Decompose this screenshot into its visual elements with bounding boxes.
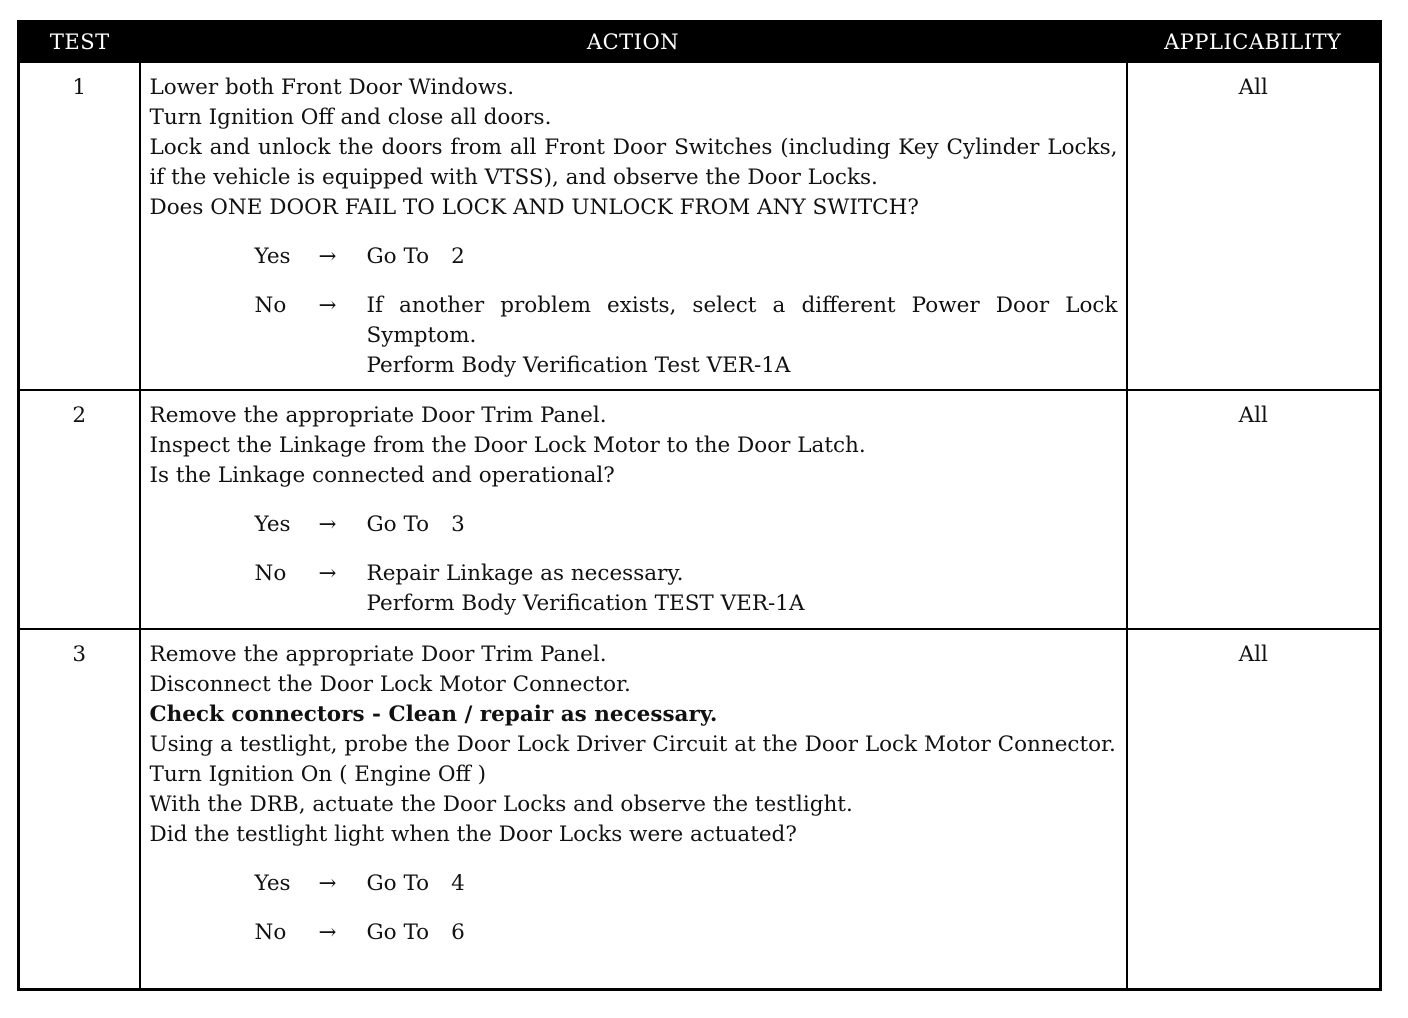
action-question: Does ONE DOOR FAIL TO LOCK AND UNLOCK FROM ANY SWITCH? bbox=[149, 195, 919, 220]
action-step: Lock and unlock the doors from all Front Door Switches (including Key Cylinder Locks, if the vehicle is equipped with VTSS), and observe the Door Locks. bbox=[149, 135, 1118, 190]
goto-target: 2 bbox=[451, 244, 465, 269]
goto-target: 4 bbox=[451, 871, 465, 896]
table-row bbox=[19, 629, 1381, 990]
action-cell bbox=[140, 390, 1127, 629]
no-result-line: Perform Body Verification Test VER-1A bbox=[366, 353, 791, 378]
no-result bbox=[367, 559, 1118, 619]
no-result bbox=[367, 918, 1118, 948]
yes-label: Yes bbox=[254, 512, 291, 537]
applicability-value: All bbox=[1127, 390, 1381, 629]
action-step: Remove the appropriate Door Trim Panel. bbox=[149, 403, 607, 428]
action-step: Using a testlight, probe the Door Lock Driver Circuit at the Door Lock Motor Connector. bbox=[149, 732, 1116, 757]
action-step-bold: Check connectors - Clean / repair as necessary. bbox=[149, 702, 718, 727]
table-header bbox=[19, 22, 1381, 63]
yes-result bbox=[367, 510, 1118, 540]
goto-text: Go To bbox=[366, 871, 430, 896]
action-cell bbox=[140, 62, 1127, 390]
test-number: 1 bbox=[19, 62, 140, 390]
action-question: Did the testlight light when the Door Locks were actuated? bbox=[149, 822, 797, 847]
action-step: Lower both Front Door Windows. bbox=[149, 75, 515, 100]
header-test: TEST bbox=[19, 22, 140, 63]
yes-response bbox=[150, 869, 1118, 899]
table-row bbox=[19, 62, 1381, 390]
action-step: Turn Ignition On ( Engine Off ) bbox=[149, 762, 487, 787]
arrow-icon: → bbox=[318, 512, 337, 537]
no-result-line: If another problem exists, select a different Power Door Lock Symptom. bbox=[366, 293, 1118, 348]
no-label: No bbox=[254, 561, 287, 586]
arrow-icon: → bbox=[318, 561, 337, 586]
test-number: 2 bbox=[19, 390, 140, 629]
action-step: Remove the appropriate Door Trim Panel. bbox=[149, 642, 607, 667]
no-result-line: Perform Body Verification TEST VER-1A bbox=[366, 591, 805, 616]
yes-response bbox=[150, 510, 1118, 540]
no-label: No bbox=[254, 920, 287, 945]
arrow-icon: → bbox=[318, 293, 337, 318]
no-response bbox=[150, 918, 1118, 948]
applicability-value: All bbox=[1127, 629, 1381, 990]
arrow-icon: → bbox=[318, 920, 337, 945]
table-row bbox=[19, 390, 1381, 629]
goto-target: 3 bbox=[451, 512, 465, 537]
action-cell bbox=[140, 629, 1127, 990]
test-number: 3 bbox=[19, 629, 140, 990]
applicability-value: All bbox=[1127, 62, 1381, 390]
yes-label: Yes bbox=[254, 244, 291, 269]
yes-label: Yes bbox=[254, 871, 291, 896]
goto-text: Go To bbox=[366, 244, 430, 269]
arrow-icon: → bbox=[318, 244, 337, 269]
yes-result bbox=[367, 869, 1118, 899]
goto-text: Go To bbox=[366, 920, 430, 945]
goto-text: Go To bbox=[366, 512, 430, 537]
yes-response bbox=[150, 242, 1118, 272]
no-response bbox=[150, 559, 1118, 619]
header-applicability: APPLICABILITY bbox=[1127, 22, 1381, 63]
no-result-line: Repair Linkage as necessary. bbox=[366, 561, 684, 586]
action-step: Turn Ignition Off and close all doors. bbox=[149, 105, 552, 130]
yes-result bbox=[367, 242, 1118, 272]
arrow-icon: → bbox=[318, 871, 337, 896]
action-question: Is the Linkage connected and operational? bbox=[149, 463, 615, 488]
no-label: No bbox=[254, 293, 287, 318]
action-step: With the DRB, actuate the Door Locks and observe the testlight. bbox=[149, 792, 853, 817]
no-result bbox=[367, 291, 1118, 381]
goto-target: 6 bbox=[451, 920, 465, 945]
no-response bbox=[150, 291, 1118, 381]
action-step: Inspect the Linkage from the Door Lock Motor to the Door Latch. bbox=[149, 433, 866, 458]
action-step: Disconnect the Door Lock Motor Connector. bbox=[149, 672, 631, 697]
header-action: ACTION bbox=[140, 22, 1127, 63]
diagnostic-table bbox=[17, 20, 1382, 991]
